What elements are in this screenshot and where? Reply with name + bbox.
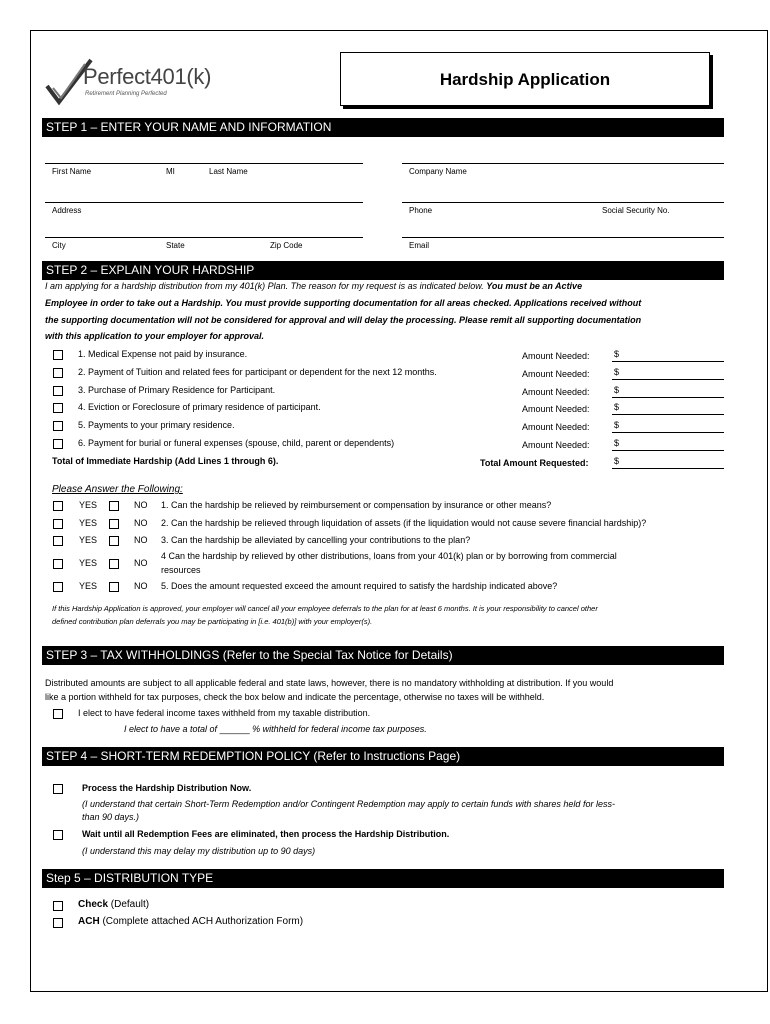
check-label bbox=[78, 899, 149, 910]
company-logo bbox=[45, 58, 212, 108]
hardship-4-amount-field[interactable] bbox=[612, 414, 724, 415]
step4-header: STEP 4 – SHORT-TERM REDEMPTION POLICY (Refer to Instructions Page) bbox=[42, 747, 724, 766]
first-name-label: First Name bbox=[52, 167, 92, 176]
intro-line-1-normal: I am applying for a hardship distribution from my 401(k) Plan. The reason for my request is as indicated below. bbox=[45, 281, 487, 291]
phone-label: Phone bbox=[409, 206, 433, 215]
hardship-5-dollar: $ bbox=[614, 420, 620, 430]
hardship-4-checkbox[interactable] bbox=[53, 403, 63, 413]
q2-text: 2. Can the hardship be relieved through liquidation of assets (if the liquidation would not cause severe financial hardship)? bbox=[161, 518, 647, 528]
tax-withhold-label: I elect to have federal income taxes withheld from my taxable distribution. bbox=[78, 708, 371, 718]
wait-label: Wait until all Redemption Fees are eliminated, then process the Hardship Distribution. bbox=[82, 829, 450, 839]
page-title: Hardship Application bbox=[439, 70, 611, 89]
hardship-1-text: 1. Medical Expense not paid by insurance. bbox=[78, 349, 248, 359]
hardship-6-amount-field[interactable] bbox=[612, 450, 724, 451]
last-name-label: Last Name bbox=[209, 167, 248, 176]
hardship-3-amount-field[interactable] bbox=[612, 397, 724, 398]
check-checkbox[interactable] bbox=[53, 901, 63, 911]
elect-percent-field[interactable]: ______ bbox=[219, 724, 250, 734]
q2-no-checkbox[interactable] bbox=[109, 519, 119, 529]
hardship-5-amount-field[interactable] bbox=[612, 432, 724, 433]
process-now-label: Process the Hardship Distribution Now. bbox=[82, 783, 252, 793]
q1-yes-label: YES bbox=[79, 500, 98, 510]
ach-checkbox[interactable] bbox=[53, 918, 63, 928]
step5-header: Step 5 – DISTRIBUTION TYPE bbox=[42, 869, 724, 888]
hardship-1-amount-field[interactable] bbox=[612, 361, 724, 362]
notice-line-2: defined contribution plan deferrals you may be participating in [i.e. 401(b)] with your employer(s). bbox=[52, 617, 373, 626]
hardship-2-text: 2. Payment of Tuition and related fees for participant or dependent for the next 12 months. bbox=[78, 367, 437, 377]
step2-header: STEP 2 – EXPLAIN YOUR HARDSHIP bbox=[42, 261, 724, 280]
state-label: State bbox=[166, 241, 185, 250]
check-label-rest: (Default) bbox=[108, 899, 150, 910]
process-now-note-1: (I understand that certain Short-Term Redemption and/or Contingent Redemption may apply to certain funds with shares held for less- bbox=[82, 799, 615, 809]
tax-withhold-checkbox[interactable] bbox=[53, 709, 63, 719]
phone-ssn-line[interactable] bbox=[402, 202, 724, 203]
hardship-3-checkbox[interactable] bbox=[53, 386, 63, 396]
notice-line-1: If this Hardship Application is approved, your employer will cancel all your employee deferrals to the plan for at least 6 months. It is your responsibility to cancel other bbox=[52, 604, 598, 613]
hardship-5-checkbox[interactable] bbox=[53, 421, 63, 431]
hardship-4-dollar: $ bbox=[614, 402, 620, 412]
hardship-2-amount-label: Amount Needed: bbox=[522, 369, 590, 379]
elect-text bbox=[124, 724, 427, 734]
email-line[interactable] bbox=[402, 237, 724, 238]
hardship-2-dollar: $ bbox=[614, 367, 620, 377]
hardship-4-amount-label: Amount Needed: bbox=[522, 404, 590, 414]
ach-label-bold: ACH bbox=[78, 916, 100, 927]
hardship-1-checkbox[interactable] bbox=[53, 350, 63, 360]
check-label-bold: Check bbox=[78, 899, 109, 910]
total-dollar: $ bbox=[614, 456, 620, 466]
wait-checkbox[interactable] bbox=[53, 830, 63, 840]
q2-no-label: NO bbox=[134, 518, 148, 528]
hardship-3-dollar: $ bbox=[614, 385, 620, 395]
q4-text-line-1: 4 Can the hardship by relieved by other distributions, loans from your 401(k) plan or by borrowing from commercial bbox=[161, 551, 617, 561]
q5-no-label: NO bbox=[134, 581, 148, 591]
q4-text-line-2: resources bbox=[161, 565, 201, 575]
hardship-2-amount-field[interactable] bbox=[612, 379, 724, 380]
step3-text-line-1: Distributed amounts are subject to all applicable federal and state laws, however, there is no mandatory withholding at distribution. If you would bbox=[45, 678, 614, 688]
q5-no-checkbox[interactable] bbox=[109, 582, 119, 592]
hardship-6-dollar: $ bbox=[614, 438, 620, 448]
logo-tagline: Retirement Planning Perfected bbox=[85, 91, 167, 97]
intro-line-3: the supporting documentation will not be considered for approval and will delay the processing. Please remit all supporting documentation bbox=[45, 315, 642, 325]
total-amount-field[interactable] bbox=[612, 468, 724, 469]
q4-yes-checkbox[interactable] bbox=[53, 559, 63, 569]
zip-label: Zip Code bbox=[270, 241, 303, 250]
step1-header: STEP 1 – ENTER YOUR NAME AND INFORMATION bbox=[42, 118, 724, 137]
title-box bbox=[340, 52, 710, 106]
intro-line-1 bbox=[45, 281, 582, 291]
q3-yes-label: YES bbox=[79, 535, 98, 545]
q1-yes-checkbox[interactable] bbox=[53, 501, 63, 511]
hardship-6-checkbox[interactable] bbox=[53, 439, 63, 449]
q1-no-label: NO bbox=[134, 500, 148, 510]
q1-text: 1. Can the hardship be relieved by reimbursement or compensation by insurance or other means? bbox=[161, 500, 552, 510]
q4-yes-label: YES bbox=[79, 558, 98, 568]
process-now-checkbox[interactable] bbox=[53, 784, 63, 794]
intro-line-2: Employee in order to take out a Hardship. You must provide supporting documentation for all areas checked. Applications received without bbox=[45, 298, 642, 308]
ach-label bbox=[78, 916, 303, 927]
process-now-note-2: than 90 days.) bbox=[82, 812, 140, 822]
q2-yes-checkbox[interactable] bbox=[53, 519, 63, 529]
logo-brand: Perfect401(k) bbox=[83, 64, 212, 89]
elect-pre: I elect to have a total of bbox=[124, 724, 218, 734]
elect-post: % withheld for federal income tax purposes. bbox=[252, 724, 427, 734]
name-line[interactable] bbox=[45, 163, 363, 164]
hardship-3-amount-label: Amount Needed: bbox=[522, 387, 590, 397]
step3-text-line-2: like a portion withheld for tax purposes, check the box below and indicate the percentage, otherwise no taxes will be withheld. bbox=[45, 692, 545, 702]
intro-line-4: with this application to your employer for approval. bbox=[45, 331, 265, 341]
q3-no-label: NO bbox=[134, 535, 148, 545]
mi-label: MI bbox=[166, 167, 175, 176]
q5-yes-label: YES bbox=[79, 581, 98, 591]
city-line[interactable] bbox=[45, 237, 363, 238]
company-line[interactable] bbox=[402, 163, 724, 164]
q3-text: 3. Can the hardship be alleviated by cancelling your contributions to the plan? bbox=[161, 535, 471, 545]
hardship-2-checkbox[interactable] bbox=[53, 368, 63, 378]
intro-line-1-bold: You must be an Active bbox=[486, 281, 583, 291]
hardship-3-text: 3. Purchase of Primary Residence for Participant. bbox=[78, 385, 276, 395]
q5-yes-checkbox[interactable] bbox=[53, 582, 63, 592]
wait-note: (I understand this may delay my distribution up to 90 days) bbox=[82, 846, 316, 856]
q4-no-label: NO bbox=[134, 558, 148, 568]
q4-no-checkbox[interactable] bbox=[109, 559, 119, 569]
company-name-label: Company Name bbox=[409, 167, 467, 176]
hardship-1-amount-label: Amount Needed: bbox=[522, 351, 590, 361]
q5-text: 5. Does the amount requested exceed the amount required to satisfy the hardship indicated above? bbox=[161, 581, 558, 591]
address-label: Address bbox=[52, 206, 82, 215]
hardship-4-text: 4. Eviction or Foreclosure of primary residence of participant. bbox=[78, 402, 321, 412]
hardship-6-amount-label: Amount Needed: bbox=[522, 440, 590, 450]
address-line[interactable] bbox=[45, 202, 363, 203]
total-hardship-label: Total of Immediate Hardship (Add Lines 1 through 6). bbox=[52, 456, 279, 466]
total-amount-label: Total Amount Requested: bbox=[480, 458, 589, 468]
ssn-label: Social Security No. bbox=[602, 206, 670, 215]
q1-no-checkbox[interactable] bbox=[109, 501, 119, 511]
q3-yes-checkbox[interactable] bbox=[53, 536, 63, 546]
city-label: City bbox=[52, 241, 66, 250]
ach-label-rest: (Complete attached ACH Authorization Form) bbox=[99, 916, 304, 927]
hardship-5-amount-label: Amount Needed: bbox=[522, 422, 590, 432]
questions-header: Please Answer the Following: bbox=[52, 484, 183, 495]
step3-header: STEP 3 – TAX WITHHOLDINGS (Refer to the Special Tax Notice for Details) bbox=[42, 646, 724, 665]
hardship-1-dollar: $ bbox=[614, 349, 620, 359]
q3-no-checkbox[interactable] bbox=[109, 536, 119, 546]
hardship-5-text: 5. Payments to your primary residence. bbox=[78, 420, 235, 430]
email-label: Email bbox=[409, 241, 430, 250]
q2-yes-label: YES bbox=[79, 518, 98, 528]
hardship-6-text: 6. Payment for burial or funeral expenses (spouse, child, parent or dependents) bbox=[78, 438, 395, 448]
